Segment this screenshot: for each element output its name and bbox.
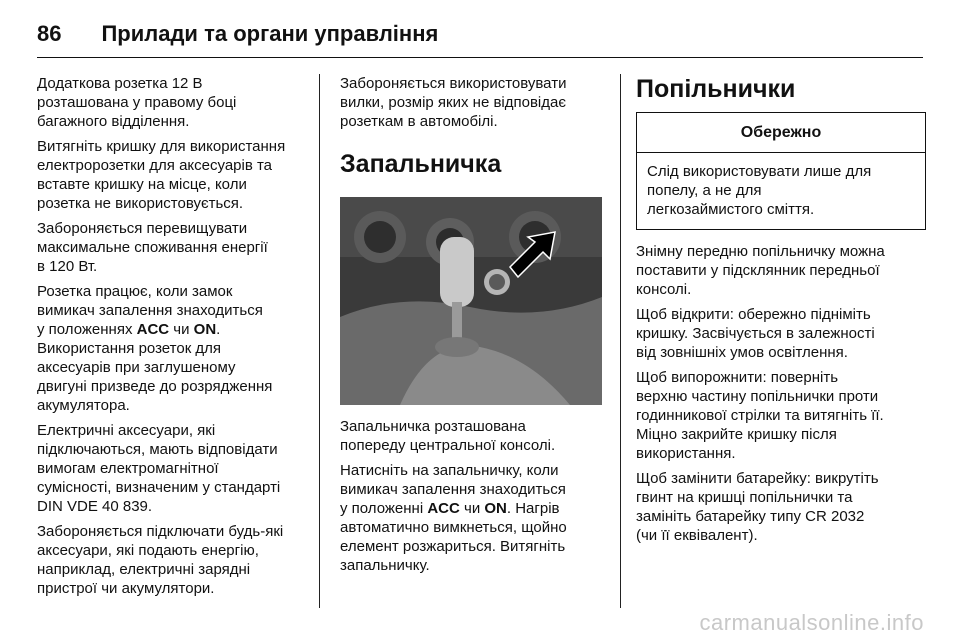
page-number: 86 (37, 21, 62, 46)
caution-body (637, 153, 925, 229)
text-run: . Нагрів (506, 500, 560, 517)
text-line: Щоб замінити батарейку: викрутіть (636, 470, 879, 487)
text-line: Використання розеток для (37, 340, 222, 357)
text-line: DIN VDE 40 839. (37, 498, 153, 515)
text-run: у положенні (340, 500, 428, 517)
watermark: carmanualsonline.info (699, 610, 924, 635)
paragraph (636, 368, 926, 463)
paragraph (340, 461, 608, 575)
text-line: попереду центральної консолі. (340, 437, 556, 454)
position-acc: ACC (427, 500, 460, 517)
text-line: вилки, розмір яких не відповідає (340, 94, 567, 111)
paragraph (636, 469, 926, 545)
paragraph (636, 305, 926, 362)
text-line: Електричні аксесуари, які (37, 422, 216, 439)
text-line: консолі. (636, 281, 692, 298)
paragraph (37, 282, 312, 415)
paragraph (37, 74, 312, 131)
position-on: ON (193, 321, 217, 338)
text-line: електророзетки для аксесуарів та (37, 157, 273, 174)
column-1 (37, 74, 312, 604)
text-line: поставити у підсклянник передньої (636, 262, 880, 279)
text-line: наприклад, електричні зарядні (37, 561, 251, 578)
text-line: акумулятора. (37, 397, 130, 414)
text-line: попелу, а не для (647, 182, 762, 199)
text-line: Розетка працює, коли замок (37, 283, 233, 300)
paragraph (37, 137, 312, 213)
paragraph (37, 219, 312, 276)
text-line: Натисніть на запальничку, коли (340, 462, 559, 479)
text-line: Забороняється перевищувати (37, 220, 248, 237)
section-heading-ashtrays: Попільнички (636, 75, 796, 103)
text-line: Забороняється підключати будь-які (37, 523, 284, 540)
position-on: ON (484, 500, 507, 517)
page-title: Прилади та органи управління (101, 21, 439, 46)
column-2 (340, 74, 608, 581)
text-line: розеткам в автомобілі. (340, 113, 498, 130)
text-line: Витягніть кришку для використання (37, 138, 286, 155)
text-line: Щоб відкрити: обережно підніміть (636, 306, 871, 323)
text-line: підключаються, мають відповідати (37, 441, 278, 458)
text-line: розташована у правому боці (37, 94, 237, 111)
text-line: аксесуари, які подають енергію, (37, 542, 259, 559)
text-line: від зовнішніх умов освітлення. (636, 344, 848, 361)
text-line: багажного відділення. (37, 113, 190, 130)
text-line: елемент розжариться. Витягніть (340, 538, 566, 555)
text-line: гвинт на кришці попільнички та (636, 489, 853, 506)
text-line: верхню частину попільнички проти (636, 388, 879, 405)
paragraph (37, 421, 312, 516)
text-line: Запальничка розташована (340, 418, 526, 435)
caution-title: Обережно (637, 113, 925, 153)
text-line: вимикач запалення знаходиться (340, 481, 566, 498)
text-run: чи (459, 500, 485, 517)
text-line: автоматично вимкнеться, щойно (340, 519, 567, 536)
text-line: двигуні призведе до розрядження (37, 378, 273, 395)
page-header (37, 14, 438, 54)
text-run: чи (169, 321, 194, 338)
text-run: у положеннях (37, 321, 137, 338)
text-line: Знімну передню попільничку можна (636, 243, 885, 260)
text-line (37, 320, 312, 339)
text-line: кришку. Засвічується в залежності (636, 325, 875, 342)
text-line: вимогам електромагнітної (37, 460, 219, 477)
caution-box (636, 112, 926, 230)
text-line: годинникової стрілки та витягніть її. (636, 407, 884, 424)
column-divider-2 (620, 74, 621, 608)
text-line: Щоб випорожнити: поверніть (636, 369, 839, 386)
text-line: Забороняється використовувати (340, 75, 567, 92)
paragraph (37, 522, 312, 598)
text-line (340, 499, 608, 518)
text-line: Слід використовувати лише для (647, 163, 872, 180)
text-line: (чи її еквівалент). (636, 527, 758, 544)
section-heading-lighter: Запальничка (340, 150, 502, 178)
text-line: використання. (636, 445, 736, 462)
text-line: максимальне споживання енергії (37, 239, 268, 256)
text-line: вставте кришку на місце, коли (37, 176, 247, 193)
cigarette-lighter-figure (340, 197, 602, 405)
text-line: Додаткова розетка 12 В (37, 75, 203, 92)
text-line: пристрої чи акумулятори. (37, 580, 215, 597)
figure-caption (340, 417, 608, 455)
text-run: . (216, 321, 221, 338)
text-line: в 120 Вт. (37, 258, 98, 275)
column-divider-1 (319, 74, 320, 608)
text-line: Міцно закрийте кришку після (636, 426, 837, 443)
lighter-photo-illustration (340, 197, 602, 405)
text-line: вимикач запалення знаходиться (37, 302, 263, 319)
header-rule (37, 57, 923, 58)
column-3 (636, 74, 926, 551)
paragraph (636, 242, 926, 299)
text-line: сумісності, визначеним у стандарті (37, 479, 281, 496)
text-line: аксесуарів при заглушеному (37, 359, 236, 376)
text-line: легкозаймистого сміття. (647, 201, 815, 218)
position-acc: ACC (136, 321, 170, 338)
paragraph (340, 74, 608, 131)
text-line: запальничку. (340, 557, 430, 574)
text-line: замініть батарейку типу CR 2032 (636, 508, 865, 525)
text-line: розетка не використовується. (37, 195, 244, 212)
